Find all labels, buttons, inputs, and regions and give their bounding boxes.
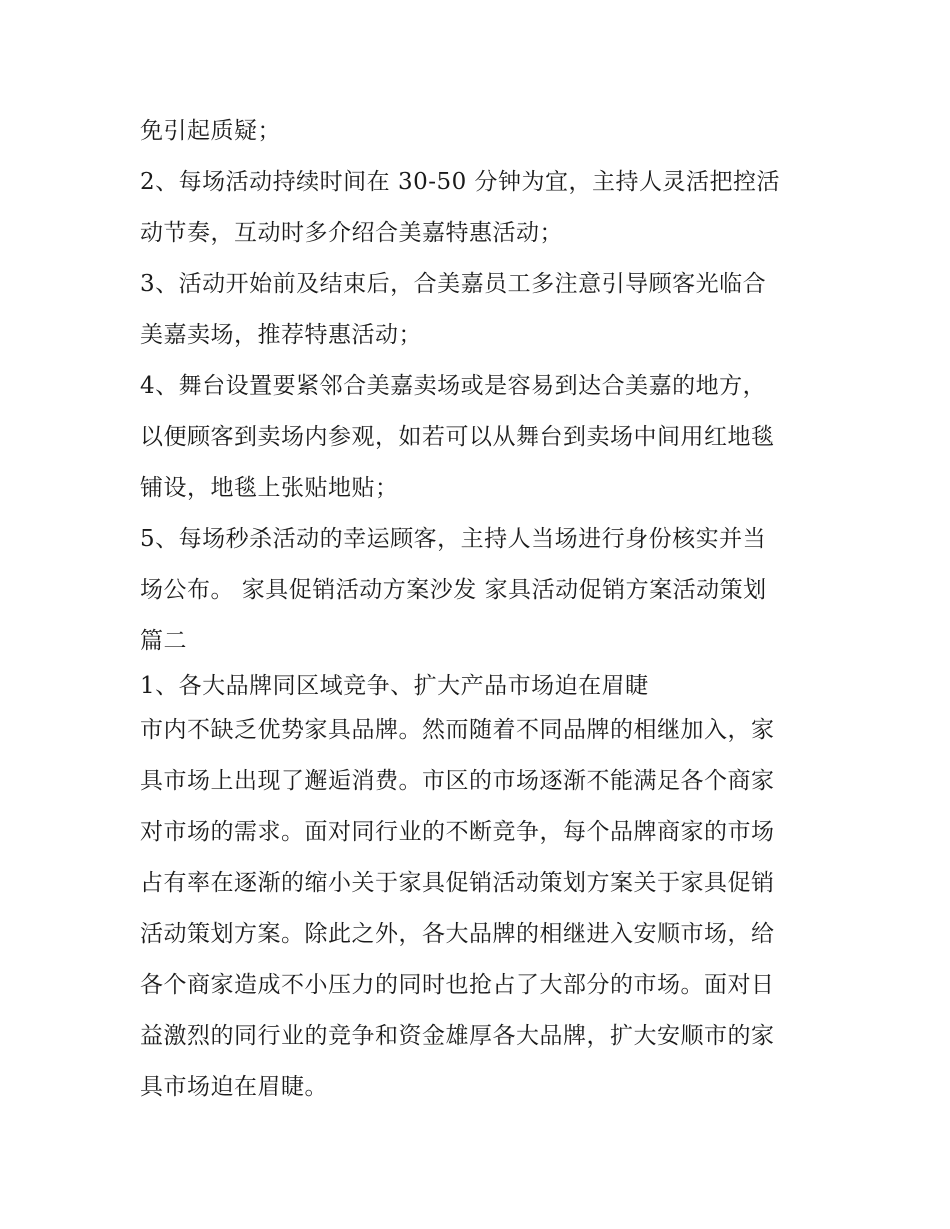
text-line: 活动策划方案。除此之外，各大品牌的相继进入安顺市场，给 — [140, 921, 775, 947]
text-line: 免引起质疑； — [140, 118, 281, 144]
text-line: 以便顾客到卖场内参观，如若可以从舞台到卖场中间用红地毯 — [140, 424, 775, 450]
text-line: 3、活动开始前及结束后，合美嘉员工多注意引导顾客光临合 — [140, 271, 767, 297]
text-line: 场公布。 家具促销活动方案沙发 家具活动促销方案活动策划 — [140, 577, 767, 603]
text-line: 铺设，地毯上张贴地贴； — [140, 475, 399, 501]
document-body — [140, 106, 816, 1113]
text-line: 对市场的需求。面对同行业的不断竞争，每个品牌商家的市场 — [140, 819, 775, 845]
text-line: 动节奏，互动时多介绍合美嘉特惠活动； — [140, 220, 563, 246]
text-line: 4、舞台设置要紧邻合美嘉卖场或是容易到达合美嘉的地方， — [140, 373, 767, 399]
text-line: 市内不缺乏优势家具品牌。然而随着不同品牌的相继加入，家 — [140, 717, 775, 743]
section-heading: 篇二 — [140, 628, 187, 654]
text-line: 5、每场秒杀活动的幸运顾客，主持人当场进行身份核实并当 — [140, 526, 767, 552]
subsection-heading: 1、各大品牌同区域竞争、扩大产品市场迫在眉睫 — [140, 673, 649, 699]
text-line: 具市场迫在眉睫。 — [140, 1074, 328, 1100]
text-line: 具市场上出现了邂逅消费。市区的市场逐渐不能满足各个商家 — [140, 768, 775, 794]
text-line: 各个商家造成不小压力的同时也抢占了大部分的市场。面对日 — [140, 972, 775, 998]
text-line: 2、每场活动持续时间在 30-50 分钟为宜，主持人灵活把控活 — [140, 169, 781, 195]
text-line: 占有率在逐渐的缩小关于家具促销活动策划方案关于家具促销 — [140, 870, 775, 896]
text-line: 美嘉卖场，推荐特惠活动； — [140, 322, 422, 348]
text-line: 益激烈的同行业的竞争和资金雄厚各大品牌，扩大安顺市的家 — [140, 1023, 775, 1049]
